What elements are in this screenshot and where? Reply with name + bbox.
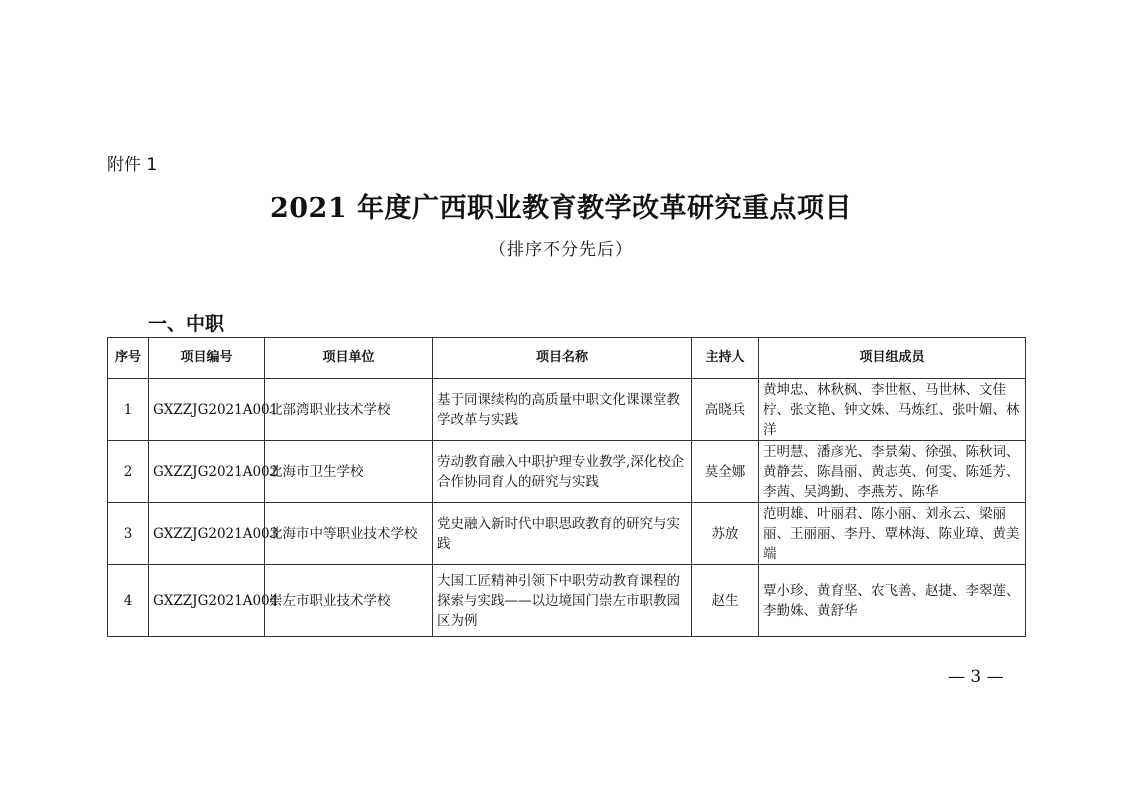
- row-host: 赵生: [692, 565, 759, 637]
- header-unit: 项目单位: [265, 338, 433, 379]
- row-code: GXZZJG2021A004: [149, 565, 265, 637]
- row-unit: 北部湾职业技术学校: [265, 379, 433, 441]
- row-no: 1: [108, 379, 149, 441]
- header-name: 项目名称: [433, 338, 692, 379]
- row-name: 大国工匠精神引领下中职劳动教育课程的探索与实践——以边境国门崇左市职教园区为例: [433, 565, 692, 637]
- row-name: 基于同课续构的高质量中职文化课课堂教学改革与实践: [433, 379, 692, 441]
- row-unit: 北海市卫生学校: [265, 441, 433, 503]
- row-unit: 北海市中等职业技术学校: [265, 503, 433, 565]
- table-row: [108, 503, 1026, 565]
- row-no: 4: [108, 565, 149, 637]
- project-table: [107, 337, 1026, 637]
- row-no: 3: [108, 503, 149, 565]
- row-members: 覃小珍、黄育坚、农飞善、赵捷、李翠莲、李勤姝、黄舒华: [759, 565, 1026, 637]
- header-code: 项目编号: [149, 338, 265, 379]
- section-heading: 一、中职: [148, 313, 225, 335]
- row-code: GXZZJG2021A002: [149, 441, 265, 503]
- header-host: 主持人: [692, 338, 759, 379]
- document-subtitle: （排序不分先后）: [489, 240, 633, 260]
- table-header-row: [108, 338, 1026, 379]
- row-members: 王明慧、潘彦光、李景菊、徐强、陈秋词、黄静芸、陈昌丽、黄志英、何雯、陈延芳、李茜、吴鸿勤、李燕芳、陈华: [759, 441, 1026, 503]
- table-row: [108, 379, 1026, 441]
- row-host: 苏放: [692, 503, 759, 565]
- row-host: 高晓兵: [692, 379, 759, 441]
- row-unit: 崇左市职业技术学校: [265, 565, 433, 637]
- header-members: 项目组成员: [759, 338, 1026, 379]
- table-row: [108, 565, 1026, 637]
- row-code: GXZZJG2021A003: [149, 503, 265, 565]
- row-name: 党史融入新时代中职思政教育的研究与实践: [433, 503, 692, 565]
- row-members: 黄坤忠、林秋枫、李世枢、马世林、文佳柠、张文艳、钟文姝、马炼红、张叶媚、林洋: [759, 379, 1026, 441]
- row-members: 范明雄、叶丽君、陈小丽、刘永云、梁丽丽、王丽丽、李丹、覃林海、陈业璋、黄美端: [759, 503, 1026, 565]
- attachment-label: 附件 1: [107, 155, 158, 175]
- row-name: 劳动教育融入中职护理专业教学,深化校企合作协同育人的研究与实践: [433, 441, 692, 503]
- row-host: 莫全娜: [692, 441, 759, 503]
- header-no: 序号: [108, 338, 149, 379]
- table-row: [108, 441, 1026, 503]
- row-no: 2: [108, 441, 149, 503]
- row-code: GXZZJG2021A001: [149, 379, 265, 441]
- document-title: 2021 年度广西职业教育教学改革研究重点项目: [269, 193, 853, 224]
- page-number: — 3 —: [948, 667, 1004, 687]
